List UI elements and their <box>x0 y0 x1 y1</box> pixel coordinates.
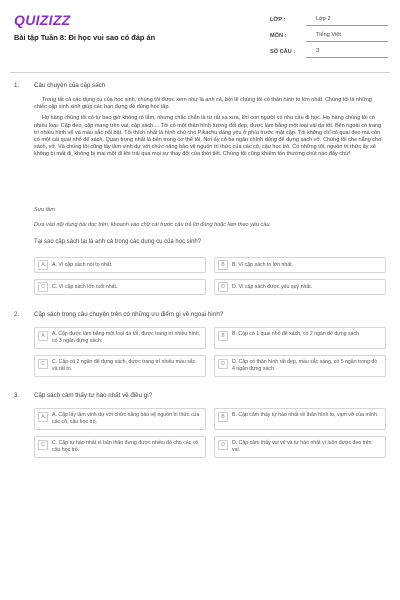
worksheet-header <box>0 0 400 62</box>
page-title: Bài tập Tuần 8: Đi học vui sao có đáp án <box>14 33 156 42</box>
option-letter: C <box>38 359 48 369</box>
option-b[interactable] <box>214 257 386 273</box>
option-d[interactable] <box>214 355 386 377</box>
meta-label: MÔN : <box>270 33 287 39</box>
option-letter: B <box>218 412 228 422</box>
option-letter: A <box>38 331 48 341</box>
option-letter: A <box>38 412 48 422</box>
meta-block <box>270 10 388 58</box>
question-title: Câu chuyện của cặp sách <box>34 82 106 89</box>
option-text: A. Vì cặp sách nói to nhất. <box>52 261 113 268</box>
option-text: C. Cặp tự hào nhất vì bản thân đựng được nhiều đồ cho các cô cậu học trò. <box>52 440 199 453</box>
option-text: B. Cặp cảm thấy tự hào nhất về thân hình to, vạm vỡ của mình. <box>232 412 379 418</box>
meta-value: Lớp 2 <box>306 16 388 26</box>
option-letter: B <box>218 331 228 341</box>
option-c[interactable] <box>34 436 206 458</box>
question-number: 3. <box>14 392 20 399</box>
question-title: Cặp sách cảm thấy tự hào nhất về điều gì? <box>34 392 153 399</box>
question-prompt: Tại sao cặp sách lại là anh cả trong các dụng cụ của học sinh? <box>34 239 202 245</box>
option-d[interactable] <box>214 436 386 458</box>
meta-value: 3 <box>306 48 388 58</box>
passage-paragraph: Trong tất cả các dụng cụ của học sinh, chúng tôi được xem như là anh cả, bởi lẽ chúng tôi có thân hình to lớn nhất. Chúng tôi là những chiếc cặp xinh xinh giúp các bạn đựng đồ dùng học tập. <box>34 97 372 111</box>
option-letter: C <box>38 282 48 292</box>
option-a[interactable] <box>34 327 206 349</box>
option-text: B. Vì cặp sách to lớn nhất. <box>232 261 294 268</box>
option-letter: A <box>38 260 48 270</box>
option-text: D. Vì cặp sách được yêu quý nhất. <box>232 283 313 290</box>
option-letter: C <box>38 440 48 450</box>
meta-label: SỐ CÂU : <box>270 49 296 55</box>
meta-row-class <box>270 10 388 26</box>
option-d[interactable] <box>214 279 386 295</box>
option-text: A. Cặp được làm bằng một loại da tốt, được trang trí nhiều hình, có 3 ngăn đựng sách. <box>52 331 201 344</box>
option-letter: D <box>218 359 228 369</box>
option-text: B. Cặp có 1 quai nhỏ để xách, có 2 ngăn để đựng sách. <box>232 331 361 337</box>
passage-source: Sưu tầm <box>34 207 55 213</box>
question-number: 2. <box>14 311 20 318</box>
option-text: D. Cặp có thân hình rất đẹp, màu sắc sáng, có 5 ngăn trong đó 4 ngăn đựng sách. <box>232 359 378 372</box>
option-text: A. Cặp lấy làm vinh dự với chức năng bảo vệ nguồn tri thức của các cô, cậu học trò. <box>52 412 200 425</box>
option-b[interactable] <box>214 327 386 349</box>
meta-label: LỚP : <box>270 17 286 23</box>
question-title: Cặp sách trong câu chuyện trên có những ưu điểm gì về ngoại hình? <box>34 311 224 318</box>
option-letter: D <box>218 440 228 450</box>
option-text: C. Cặp có 2 ngăn để đựng sách, được trang trí nhiều màu sắc và rất to. <box>52 359 196 372</box>
option-text: C. Vì cặp sách lớn tuổi nhất. <box>52 283 118 290</box>
meta-row-count <box>270 42 388 58</box>
reading-passage <box>34 97 386 163</box>
option-c[interactable] <box>34 355 206 377</box>
option-b[interactable] <box>214 408 386 430</box>
option-letter: D <box>218 282 228 292</box>
option-a[interactable] <box>34 408 206 430</box>
question-number: 1. <box>14 82 20 89</box>
meta-value: Tiếng Việt <box>306 32 388 42</box>
meta-row-subject <box>270 26 388 42</box>
header-divider <box>10 72 390 73</box>
option-letter: B <box>218 260 228 270</box>
option-c[interactable] <box>34 279 206 295</box>
instruction-text: Dựa vào nội dung bài đọc trên, khoanh vào chữ cái trước câu trả lời đúng hoặc làm theo yêu cầu. <box>34 222 271 228</box>
quizizz-logo: QUIZIZZ <box>14 12 71 28</box>
option-text: D. Cặp cảm thấy vui vẻ và tự hào nhất vì luôn được đeo trên vai. <box>232 440 372 453</box>
option-a[interactable] <box>34 257 206 273</box>
passage-paragraph: Họ hàng chúng tôi có tự bao giờ không rõ lắm, nhưng chắc chắn là từ rất xa xưa, khi con người có nhu cầu đi học. Họ hàng chúng tôi có nhiều loại: Cặp đeo, cặp mang trên vai, cặp sách.... Tôi có một thân hình tương đối đẹp, được làm bằng một loại vải da tốt. Bên ngoài có trang trí nhiều hình vẽ và màu sắc nổi bật. Tôi thích nhất là hình chú chó Pikachu đáng yêu ở phía trước mặt cặp. Tôi không chỉ có quai đeo mà còn có một cái quai nhỏ để xách. Quan trọng nhất là bên trong cơ thể tôi. Nơi ấy có ba ngăn chính dùng để đựng sách vở. Chúng tôi che nắng cho sách, vở. Và chúng tôi cũng lấy làm vinh dự với chức năng bảo vệ nguồn tri thức của các cô, cậu học trò. Có những tôi, nguồn tri thức ấy sẽ không bị mất đi, không bị mai một đi khi trải qua mọi sự thay đổi của thời tiết. Chúng tôi cũng khiêm tốn thường chút nào đấy chứ! <box>34 115 382 158</box>
